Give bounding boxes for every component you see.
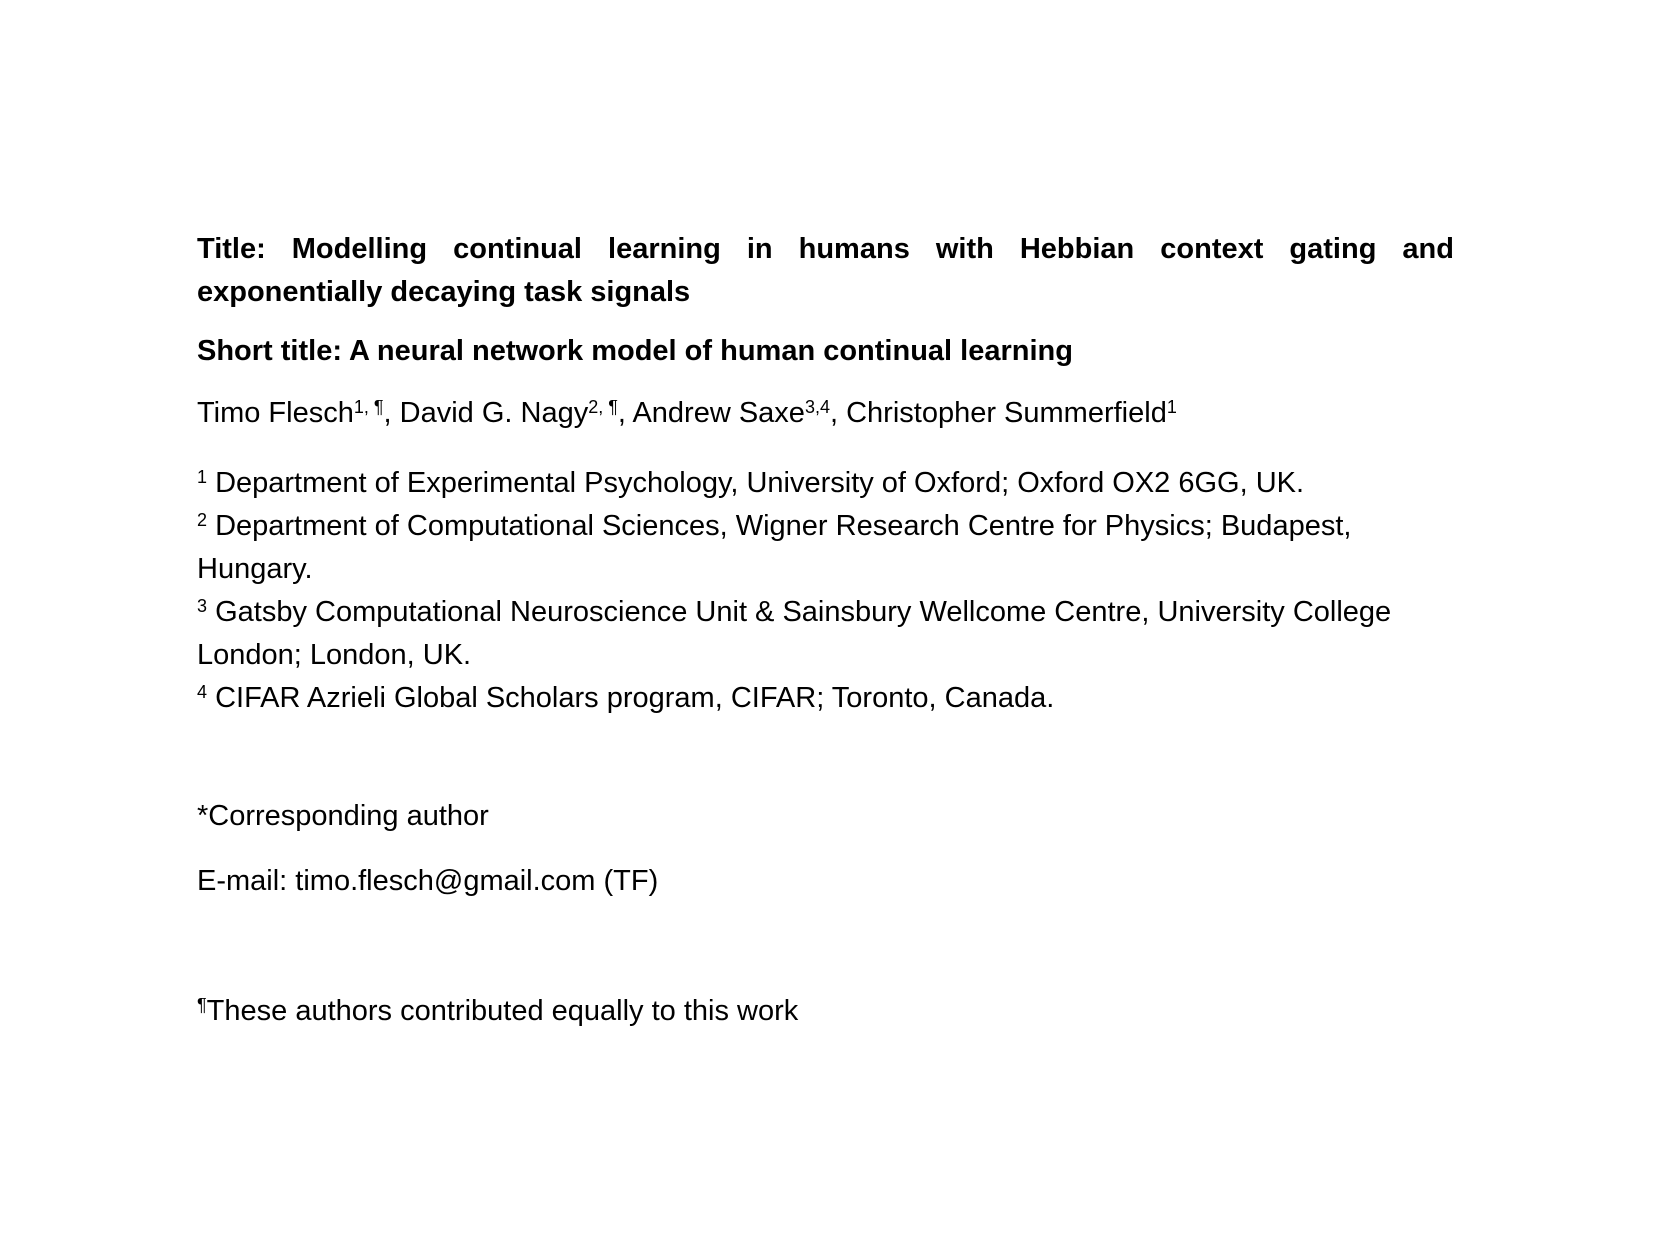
affiliation-marker: 1 bbox=[197, 467, 208, 488]
affiliation-list bbox=[197, 462, 1454, 720]
author-name: Timo Flesch$^{1, \P}$ bbox=[197, 397, 384, 429]
equal-contribution-note bbox=[197, 990, 1454, 1033]
author-superscript: 1, ¶ bbox=[353, 397, 384, 418]
paper-title bbox=[197, 228, 1454, 314]
author-list: Timo Flesch$^{1, \P}$, David G. Nagy$^{2, \P}$, Andrew Saxe$^{3,4}$, Christopher Summerfield$^1$ bbox=[197, 397, 1177, 429]
affiliation: $^1$ Department of Experimental Psychology, University of Oxford; Oxford OX2 6GG, UK. bbox=[197, 467, 1305, 499]
affiliation: $^4$ CIFAR Azrieli Global Scholars program, CIFAR; Toronto, Canada. bbox=[197, 682, 1055, 714]
affiliation: $^2$ Department of Computational Sciences, Wigner Research Centre for Physics; Budapest, Hungary. bbox=[197, 510, 1352, 585]
affiliation-marker: 2 bbox=[197, 510, 208, 531]
corresponding-author-note: *Corresponding author bbox=[197, 800, 489, 832]
author-superscript: 2, ¶ bbox=[588, 397, 618, 418]
paper-short-title: Short title: A neural network model of human continual learning bbox=[197, 335, 1073, 367]
pilcrow-marker: ¶ bbox=[197, 995, 207, 1016]
paper-title-line-2: exponentially decaying task signals bbox=[197, 276, 691, 308]
paper-title-line-1: Title: Modelling continual learning in humans with Hebbian context gating and bbox=[197, 233, 1454, 265]
author-superscript: 1 bbox=[1166, 397, 1177, 418]
email-line: E-mail: timo.flesch@gmail.com (TF) bbox=[197, 865, 659, 897]
author-name: Christopher Summerfield$^1$ bbox=[846, 397, 1177, 429]
author-superscript: 3,4 bbox=[804, 397, 830, 418]
author-name: Andrew Saxe$^{3,4}$ bbox=[632, 397, 830, 429]
equal-contribution-text: These authors contributed equally to this work bbox=[206, 995, 799, 1027]
page-content bbox=[197, 0, 1454, 1033]
affiliation-marker: 4 bbox=[197, 682, 208, 703]
affiliation-marker: 3 bbox=[197, 596, 208, 617]
affiliation: $^3$ Gatsby Computational Neuroscience Unit & Sainsbury Wellcome Centre, University College London; London, UK. bbox=[197, 596, 1392, 671]
author-name: David G. Nagy$^{2, \P}$ bbox=[399, 397, 618, 429]
